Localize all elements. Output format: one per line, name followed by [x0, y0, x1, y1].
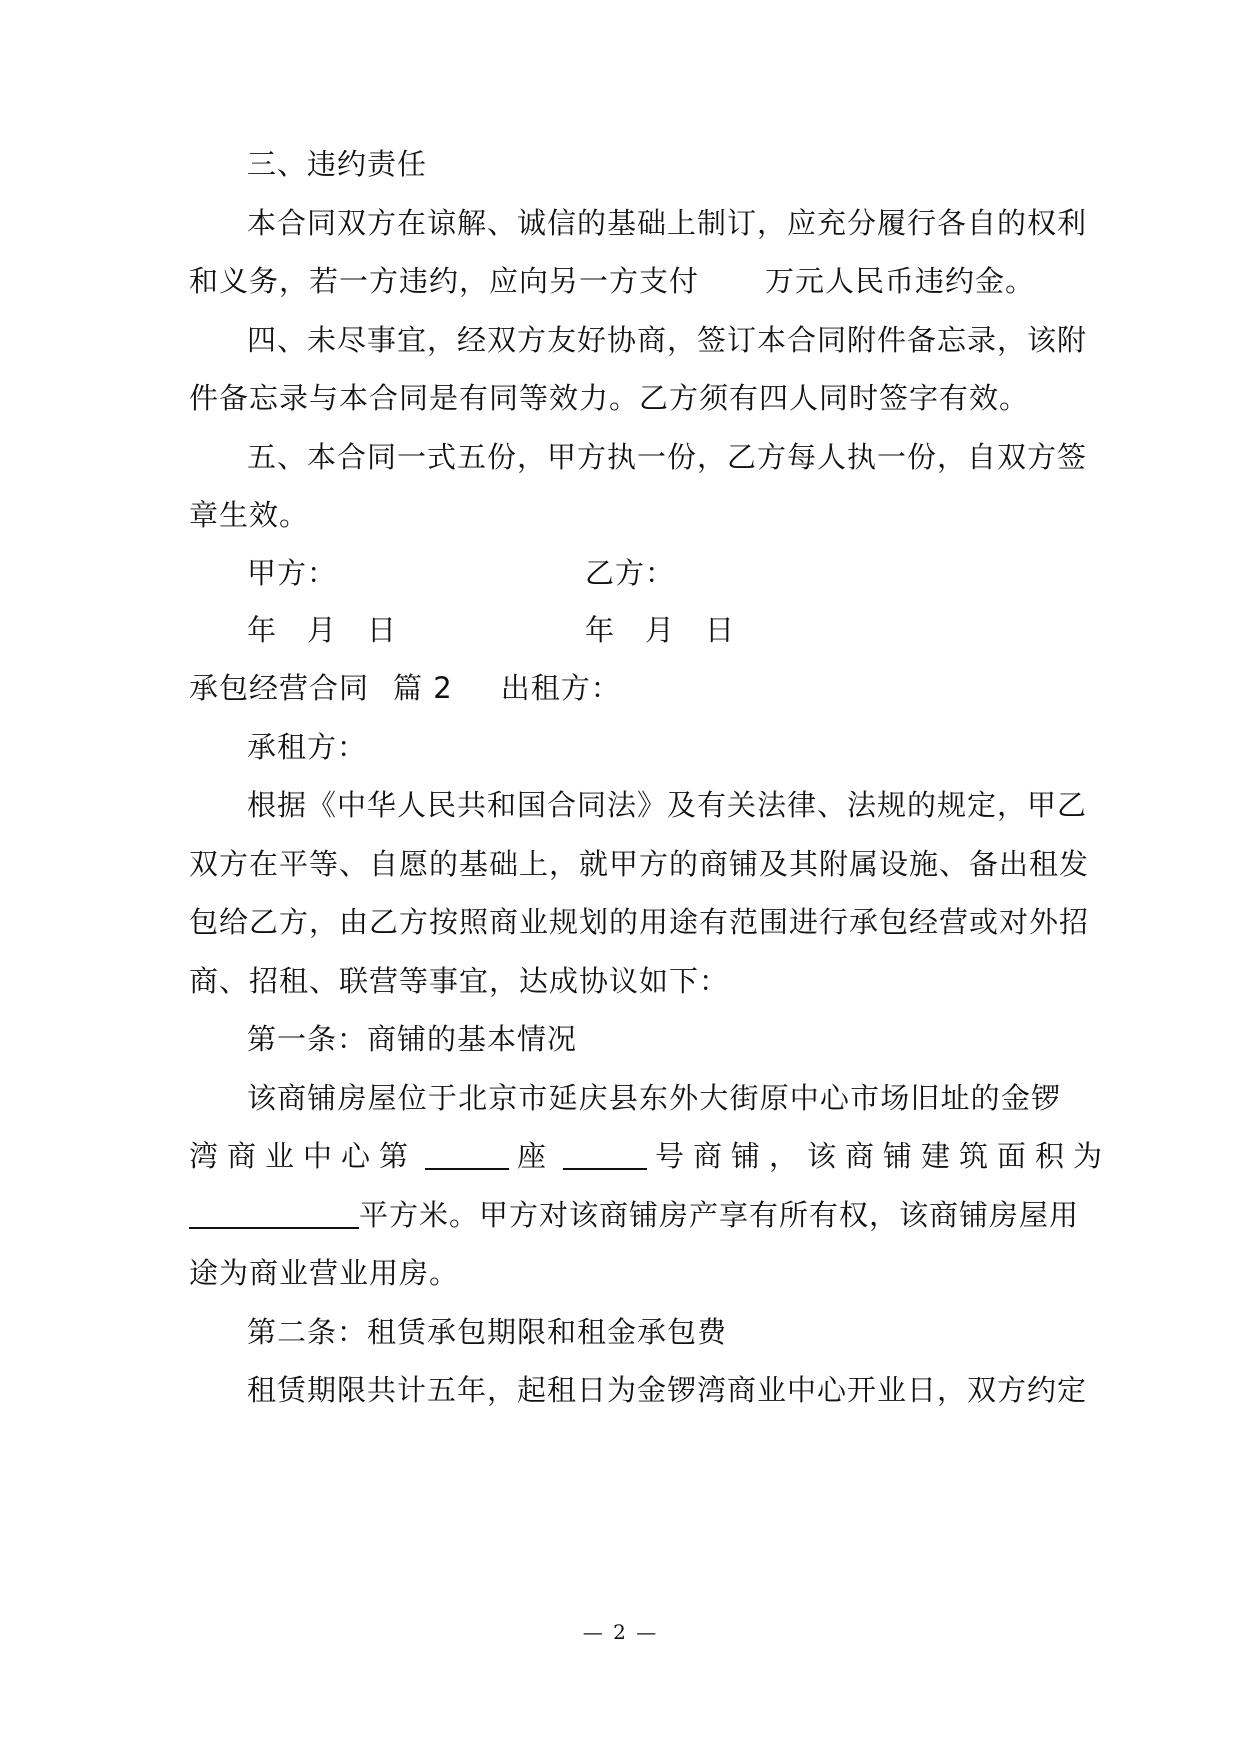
- page-number: — 2 —: [582, 1620, 659, 1644]
- contract-part: 篇 2: [393, 671, 453, 705]
- date-b: 年 月 日: [585, 613, 736, 647]
- article-heading-2: 第二条：租赁承包期限和租金承包费: [247, 1315, 728, 1349]
- section-heading-breach: 三、违约责任: [247, 147, 428, 181]
- paragraph-line: 五、本合同一式五份，甲方执一份，乙方每人执一份，自双方签: [247, 440, 1088, 474]
- paragraph-line: 双方在平等、自愿的基础上，就甲方的商铺及其附属设施、备出租发: [189, 847, 1090, 881]
- paragraph-line: 四、未尽事宜，经双方友好协商，签订本合同附件备忘录，该附: [247, 323, 1088, 357]
- paragraph-line: 该商铺房屋位于北京市延庆县东外大街原中心市场旧址的金锣: [247, 1081, 1061, 1115]
- lessor-label: 出租方：: [500, 671, 621, 705]
- blank-area-field[interactable]: [189, 1197, 359, 1229]
- date-a: 年 月 日: [247, 613, 398, 647]
- lessee-label: 承租方：: [247, 730, 368, 764]
- paragraph-line: 途为商业营业用房。: [189, 1256, 460, 1290]
- paragraph-line: 根据《中华人民共和国合同法》及有关法律、法规的规定，甲乙: [247, 788, 1088, 822]
- paragraph-line: 本合同双方在谅解、诚信的基础上制订，应充分履行各自的权利: [247, 206, 1088, 240]
- blank-shop-number-field[interactable]: [563, 1138, 647, 1170]
- party-b-label: 乙方：: [585, 556, 676, 590]
- paragraph-line: 和义务，若一方违约，应向另一方支付 万元人民币违约金。: [189, 264, 1036, 298]
- contract-title-line: [189, 668, 1061, 708]
- paragraph-line: 平方米。甲方对该商铺房产享有所有权，该商铺房屋用: [189, 1195, 1061, 1235]
- blank-building-field[interactable]: [425, 1138, 509, 1170]
- paragraph-line: 件备忘录与本合同是有同等效力。乙方须有四人同时签字有效。: [189, 381, 1030, 415]
- article-heading-1: 第一条：商铺的基本情况: [247, 1022, 578, 1056]
- paragraph-line: 湾商业中心第 座 号商铺，该商铺建筑面积为: [189, 1139, 1112, 1173]
- paragraph-line: 商、招租、联营等事宜，达成协议如下：: [189, 964, 730, 998]
- paragraph-line: 包给乙方，由乙方按照商业规划的用途有范围进行承包经营或对外招: [189, 905, 1090, 939]
- contract-title: 承包经营合同: [189, 671, 370, 705]
- date-row: [247, 610, 1061, 650]
- paragraph-line: 章生效。: [189, 498, 310, 532]
- signature-row: [247, 553, 1061, 593]
- party-a-label: 甲方：: [247, 556, 338, 590]
- paragraph-line: 租赁期限共计五年，起租日为金锣湾商业中心开业日，双方约定: [247, 1373, 1088, 1407]
